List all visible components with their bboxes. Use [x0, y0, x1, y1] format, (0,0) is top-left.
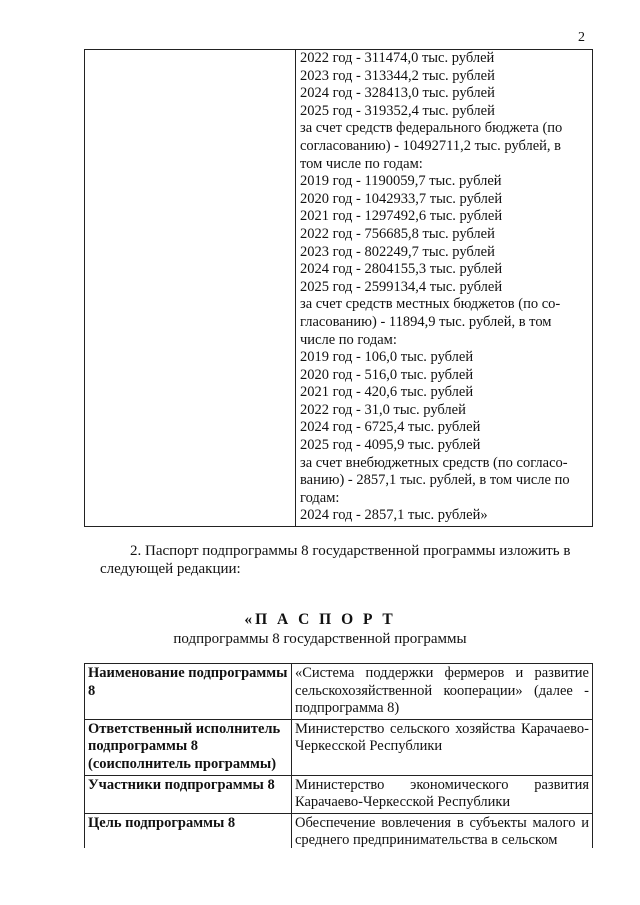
- table-row: [85, 664, 593, 720]
- empty-left-cell: [85, 50, 296, 527]
- funding-line: гласованию) - 11894,9 тыс. рублей, в том: [300, 313, 552, 330]
- funding-line: 2024 год - 2804155,3 тыс. рублей: [300, 261, 503, 278]
- funding-line: 2024 год - 328413,0 тыс. рублей: [300, 85, 495, 102]
- funding-details-cell: [296, 50, 593, 527]
- funding-line: годам:: [300, 489, 340, 506]
- funding-line: за счет внебюджетных средств (по согласо-: [300, 454, 568, 471]
- passport-subtitle: подпрограммы 8 государственной программы: [173, 631, 467, 647]
- passport-table: [84, 663, 593, 848]
- funding-line: том числе по годам:: [300, 155, 423, 172]
- funding-line: 2019 год - 106,0 тыс. рублей: [300, 349, 474, 366]
- paragraph-line: 2. Паспорт подпрограммы 8 государственной программы изложить в: [130, 543, 571, 559]
- passport-value-cell: Министерство сельского хозяйства Карачаево-Черкесской Республики: [292, 719, 593, 775]
- amendment-paragraph: [100, 542, 590, 578]
- funding-line: за счет средств федерального бюджета (по: [300, 120, 563, 137]
- funding-line: 2025 год - 319352,4 тыс. рублей: [300, 102, 495, 119]
- funding-line: 2023 год - 313344,2 тыс. рублей: [300, 67, 495, 84]
- funding-table: [84, 49, 593, 527]
- passport-value-cell: «Система поддержки фермеров и развитие сельскохозяйственной кооперации» (далее - подпрограмма 8): [292, 664, 593, 720]
- funding-line: 2024 год - 6725,4 тыс. рублей: [300, 419, 481, 436]
- passport-key-cell: Участники подпрограммы 8: [85, 775, 292, 813]
- funding-line: 2022 год - 311474,0 тыс. рублей: [300, 50, 495, 66]
- page-number: 2: [578, 30, 585, 45]
- funding-line: 2025 год - 4095,9 тыс. рублей: [300, 437, 481, 454]
- funding-line: 2021 год - 1297492,6 тыс. рублей: [300, 208, 503, 225]
- passport-key-cell: Ответственный исполнитель подпрограммы 8 (соисполнитель программы): [85, 719, 292, 775]
- table-row: [85, 775, 593, 813]
- funding-line: 2025 год - 2599134,4 тыс. рублей: [300, 278, 503, 295]
- funding-line: 2022 год - 31,0 тыс. рублей: [300, 401, 466, 418]
- passport-title: «П А С П О Р Т: [244, 611, 396, 628]
- funding-line: ванию) - 2857,1 тыс. рублей, в том числе по: [300, 472, 570, 489]
- passport-key-cell: Наименование подпрограммы 8: [85, 664, 292, 720]
- funding-line: за счет средств местных бюджетов (по со-: [300, 296, 561, 313]
- funding-line: 2023 год - 802249,7 тыс. рублей: [300, 243, 495, 260]
- passport-key-cell: Цель подпрограммы 8: [85, 813, 292, 848]
- passport-value-cell: Обеспечение вовлечения в субъекты малого и среднего предпринимательства в сельском: [292, 813, 593, 848]
- table-row: [85, 50, 593, 527]
- funding-line: числе по годам:: [300, 331, 397, 348]
- funding-line: 2020 год - 516,0 тыс. рублей: [300, 366, 474, 383]
- funding-line: 2020 год - 1042933,7 тыс. рублей: [300, 190, 503, 207]
- funding-line: 2024 год - 2857,1 тыс. рублей»: [300, 507, 488, 524]
- passport-value-cell: Министерство экономического развития Карачаево-Черкесской Республики: [292, 775, 593, 813]
- funding-line: 2022 год - 756685,8 тыс. рублей: [300, 225, 495, 242]
- funding-line: 2019 год - 1190059,7 тыс. рублей: [300, 173, 502, 190]
- funding-line: согласованию) - 10492711,2 тыс. рублей, в: [300, 137, 561, 154]
- passport-table-wrapper: [84, 663, 596, 848]
- table-row: [85, 719, 593, 775]
- funding-line: 2021 год - 420,6 тыс. рублей: [300, 384, 474, 401]
- table-row: [85, 813, 593, 848]
- paragraph-line: следующей редакции:: [100, 561, 241, 577]
